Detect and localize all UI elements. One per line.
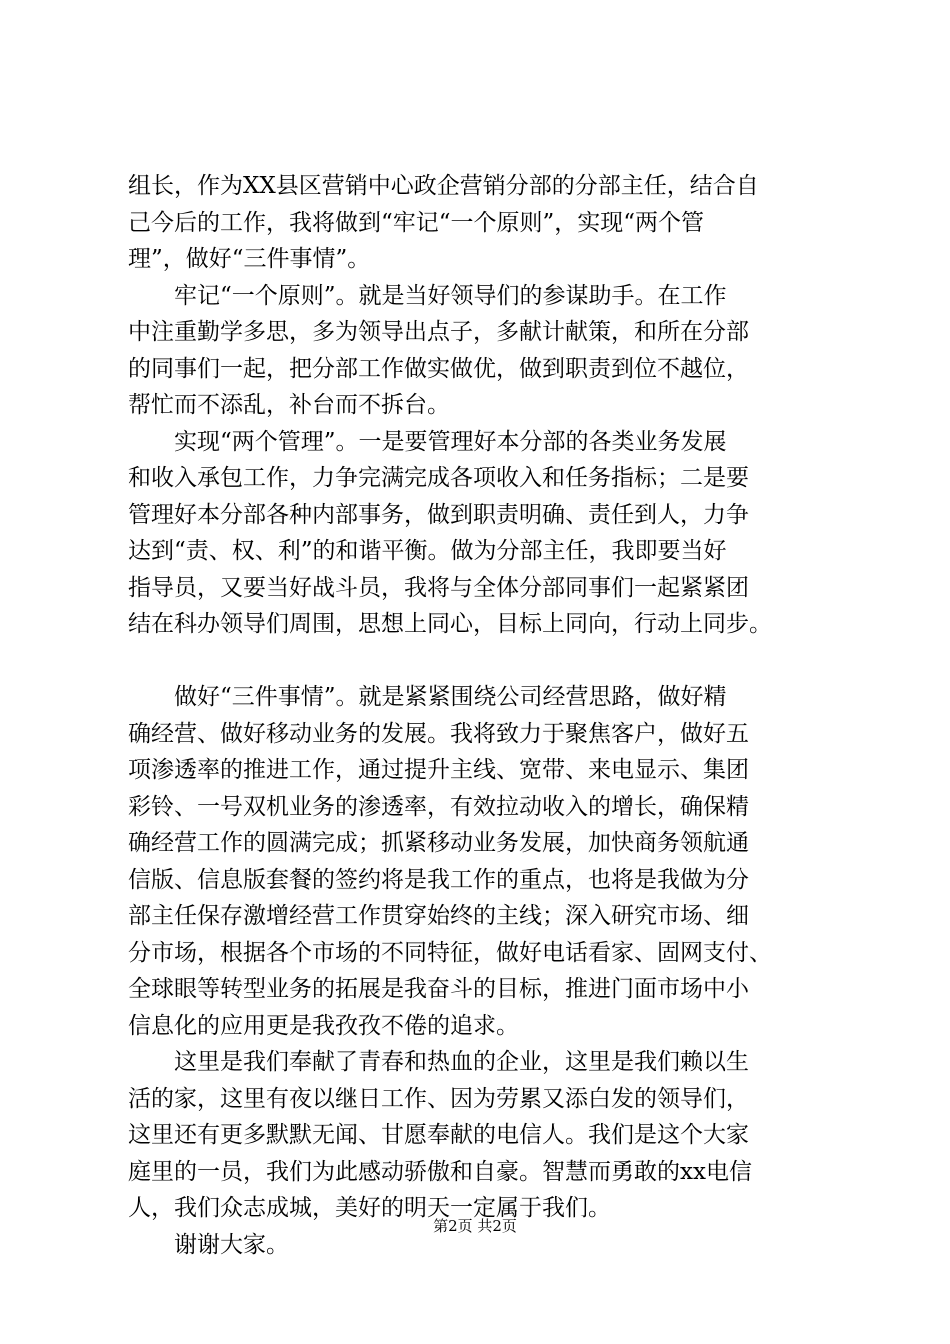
text-line: 帮忙而不添乱，补台而不拆台。 — [128, 392, 450, 418]
text-line: 理”，做好“三件事情”。 — [128, 246, 371, 272]
text-line: 确经营、做好移动业务的发展。我将致力于聚焦客户，做好五 — [128, 720, 749, 747]
text-line: 彩铃、一号双机业务的渗透率，有效拉动收入的增长，确保精 — [128, 793, 749, 820]
text-line: 中注重勤学多思，多为领导出点子，多献计献策，和所在分部 — [128, 319, 749, 345]
closing-line: 谢谢大家。 — [174, 1231, 289, 1258]
paragraph-first-line: 牢记“一个原则”。就是当好领导们的参谋助手。在工作 — [174, 282, 727, 309]
document-body — [128, 168, 828, 1263]
paragraph-spacer — [128, 643, 828, 680]
text-line: 组长，作为XX县区营销中心政企营销分部的分部主任，结合自 — [128, 173, 759, 199]
text-line: 指导员，又要当好战斗员，我将与全体分部同事们一起紧紧团 — [128, 574, 749, 601]
text-line: 和收入承包工作，力争完满完成各项收入和任务指标；二是要 — [128, 465, 749, 491]
text-line: 信息化的应用更是我孜孜不倦的追求。 — [128, 1012, 519, 1039]
paragraph-first-line: 实现“两个管理”。一是要管理好本分部的各类业务发展 — [174, 428, 727, 455]
text-line: 分市场，根据各个市场的不同特征，做好电话看家、固网支付、 — [128, 939, 772, 966]
paragraph-first-line: 做好“三件事情”。就是紧紧围绕公司经营思路，做好精 — [174, 684, 727, 710]
paragraph-first-line: 这里是我们奉献了青春和热血的企业，这里是我们赖以生 — [174, 1049, 749, 1075]
page-number-footer: 第2页 共2页 — [433, 1217, 517, 1235]
text-line: 己今后的工作，我将做到“牢记“一个原则”，实现“两个管 — [128, 209, 705, 236]
text-line: 活的家，这里有夜以继日工作、因为劳累又添白发的领导们， — [128, 1085, 749, 1112]
text-line: 庭里的一员，我们为此感动骄傲和自豪。智慧而勇敢的xx电信 — [128, 1158, 752, 1185]
text-line: 信版、信息版套餐的签约将是我工作的重点，也将是我做为分 — [128, 866, 749, 893]
text-line: 部主任保存激增经营工作贯穿始终的主线；深入研究市场、细 — [128, 903, 749, 929]
text-line: 人，我们众志成城，美好的明天一定属于我们。 — [128, 1195, 611, 1221]
text-line: 结在科办领导们周围，思想上同心，目标上同向，行动上同步。 — [128, 611, 772, 637]
text-line: 达到“责、权、利”的和谐平衡。做为分部主任，我即要当好 — [128, 538, 727, 564]
text-line: 管理好本分部各种内部事务，做到职责明确、责任到人，力争 — [128, 501, 749, 528]
text-line: 全球眼等转型业务的拓展是我奋斗的目标，推进门面市场中小 — [128, 976, 749, 1002]
text-line: 项渗透率的推进工作，通过提升主线、宽带、来电显示、集团 — [128, 757, 749, 783]
text-line: 确经营工作的圆满完成；抓紧移动业务发展，加快商务领航通 — [128, 830, 749, 856]
text-line: 的同事们一起，把分部工作做实做优，做到职责到位不越位， — [128, 355, 749, 382]
text-line: 这里还有更多默默无闻、甘愿奉献的电信人。我们是这个大家 — [128, 1122, 749, 1148]
